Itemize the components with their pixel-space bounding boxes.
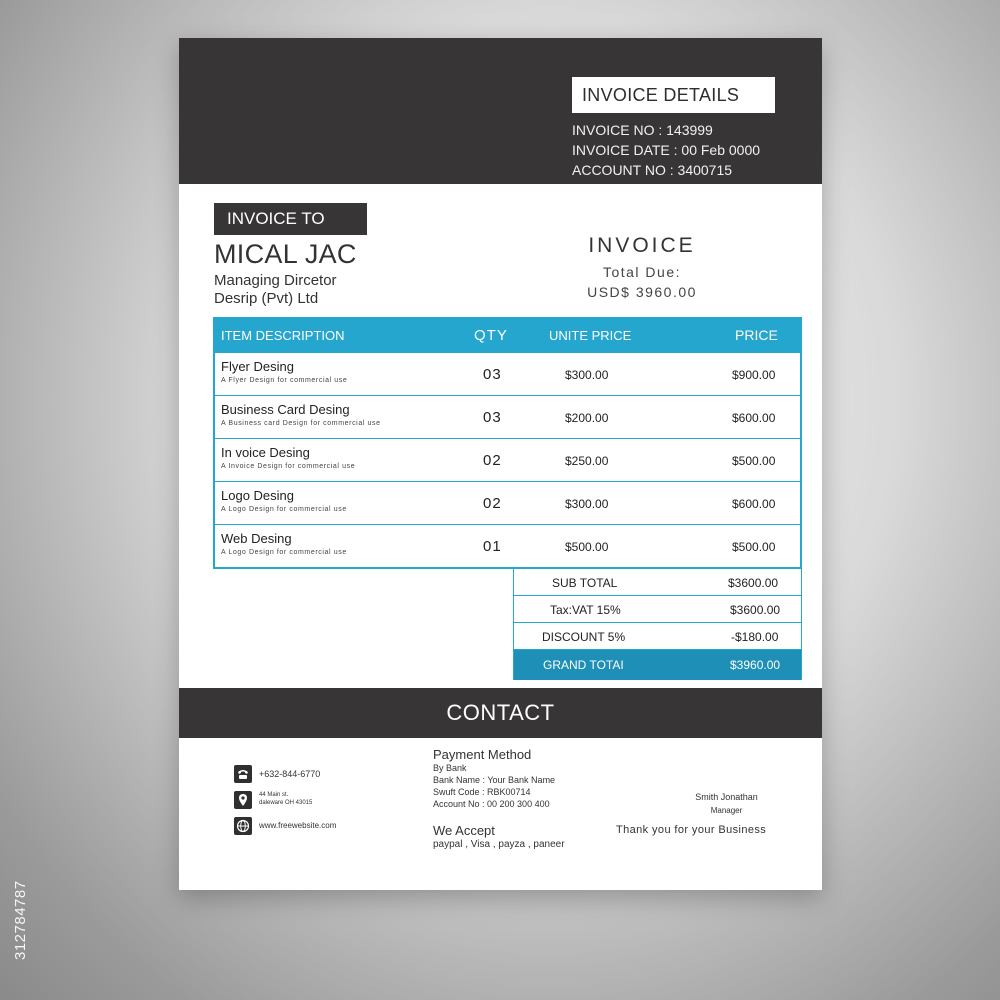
invoice-to-label: INVOICE TO [214,203,367,235]
invoice-sheet [179,38,822,890]
address-line-1: 44 Main st. [259,792,289,798]
thank-you-note: Thank you for your Business [616,824,767,836]
invoice-date-line: INVOICE DATE : 00 Feb 0000 [572,142,761,158]
item-price: $600.00 [732,411,776,425]
contact-band [179,688,822,738]
item-name: Flyer Desing [221,359,294,374]
item-name: Web Desing [221,531,292,546]
contact-phone: +632-844-6770 [259,769,321,779]
grand-total-value: $3960.00 [730,658,781,672]
invoice-number-line: INVOICE NO : 143999 [572,122,713,138]
discount-value: -$180.00 [731,630,779,644]
discount-label: DISCOUNT 5% [542,630,626,644]
globe-icon [234,817,252,835]
tax-row [514,596,801,623]
item-qty: 03 [483,409,502,426]
total-due-label: Total Due: [602,264,682,280]
account-number-line: ACCOUNT NO : 3400715 [572,162,733,178]
item-qty: 02 [483,495,502,512]
totals-box [513,569,802,680]
payment-line: Bank Name : Your Bank Name [433,775,556,785]
stock-image-id: 312784787 [12,880,29,960]
payment-line: By Bank [433,763,467,773]
header-item-description: ITEM DESCRIPTION [221,328,345,343]
payment-line: Account No : 00 200 300 400 [433,799,550,809]
items-table-header [215,319,800,352]
address-line-2: daleware OH 43015 [259,800,313,806]
item-name: Business Card Desing [221,402,350,417]
payment-method [433,747,555,810]
item-price: $900.00 [732,368,776,382]
item-name: Logo Desing [221,488,294,503]
item-description: A Logo Design for commercial use [221,549,347,556]
signer-role: Manager [710,806,743,815]
location-pin-icon [234,791,252,809]
client-name: MICAL JAC [214,239,357,269]
item-description: A Invoice Design for commercial use [221,463,356,470]
contact-address [259,791,312,807]
header-price: PRICE [735,327,778,343]
client-title: Managing Dircetor [214,272,337,289]
invoice-details-lines [572,120,760,180]
client-info [214,272,337,308]
contact-title: CONTACT [446,700,555,725]
tax-label: Tax:VAT 15% [550,603,621,617]
tax-value: $3600.00 [730,603,781,617]
item-description: A Business card Design for commercial use [221,420,381,427]
item-description: A Flyer Design for commercial use [221,377,348,384]
item-price: $500.00 [732,454,776,468]
client-company: Desrip (Pvt) Ltd [214,290,319,307]
total-due-value: USD$ 3960.00 [587,284,697,300]
item-price: $500.00 [732,540,776,554]
item-unit-price: $300.00 [565,497,609,511]
item-unit-price: $250.00 [565,454,609,468]
item-qty: 02 [483,452,502,469]
invoice-details-label: INVOICE DETAILS [572,77,775,113]
item-unit-price: $300.00 [565,368,609,382]
items-table [213,317,802,569]
item-qty: 03 [483,366,502,383]
item-description: A Logo Design for commercial use [221,506,347,513]
accept-list: paypal , Visa , payza , paneer [433,839,565,850]
item-name: In voice Desing [221,445,310,460]
table-row [215,438,800,481]
accept-heading: We Accept [433,823,495,838]
header-unit-price: UNITE PRICE [549,328,632,343]
discount-row [514,623,801,650]
item-unit-price: $200.00 [565,411,609,425]
item-qty: 01 [483,538,502,555]
item-price: $600.00 [732,497,776,511]
contact-website: www.freewebsite.com [259,821,337,830]
table-row [215,524,800,567]
table-row [215,352,800,395]
subtotal-label: SUB TOTAL [552,576,618,590]
grand-total-label: GRAND TOTAI [543,658,624,672]
phone-icon [234,765,252,783]
grand-total-row [514,650,801,680]
subtotal-value: $3600.00 [728,576,779,590]
header-qty: QTY [474,327,508,344]
subtotal-row [514,569,801,596]
signer-name: Smith Jonathan [695,792,758,802]
invoice-title: INVOICE [588,234,696,257]
table-row [215,395,800,438]
payment-heading: Payment Method [433,747,532,762]
payment-line: Swuft Code : RBK00714 [433,787,531,797]
table-row [215,481,800,524]
item-unit-price: $500.00 [565,540,609,554]
